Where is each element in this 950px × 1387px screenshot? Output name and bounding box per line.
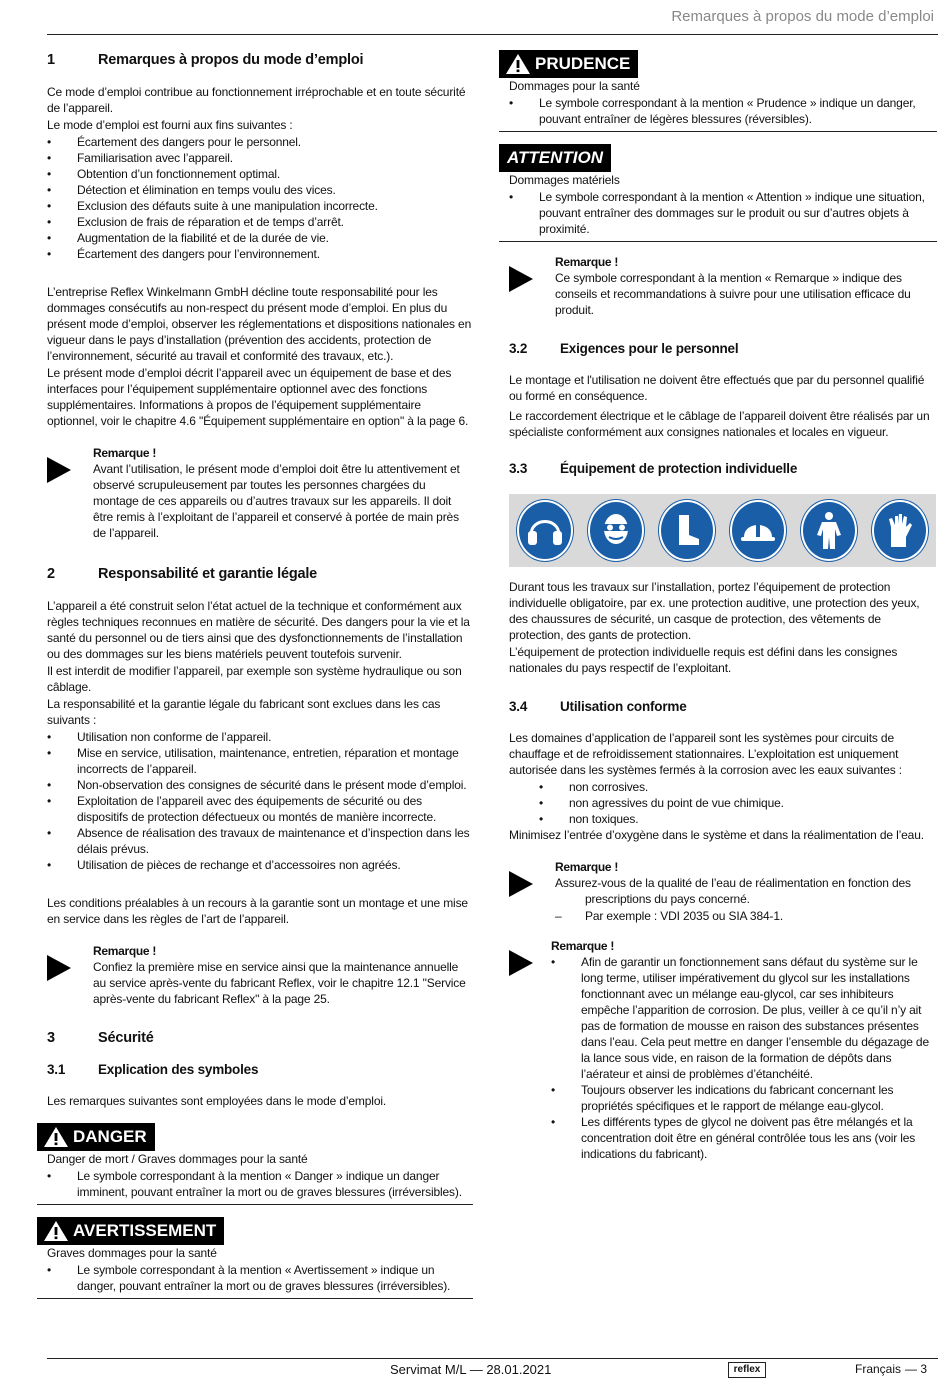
warning-triangle-icon [505, 53, 531, 75]
list-item: • Afin de garantir un fonctionnement sans défaut du système sur le long terme, utiliser impérativement du glycol sur les installations fonctionnant avec un mélange eau-glycol, car ses inhibiteurs empêche l’apparition de corrosion. De plus, veiller à ce qu’il n’y ait pas de formation de mousse en raison des substances présentes dans l’eau. Cela peut mettre en danger l’ensemble du dégazage de la lance sous vide, en raison de la formation de dépôts dans l’aérateur et ainsi de problèmes d’étanchéité. [551, 954, 937, 1082]
section-3-1-heading: 3.1 Explication des symboles [47, 1062, 259, 1077]
sec34-bullet-list [509, 779, 937, 827]
note-arrow-icon [509, 859, 555, 924]
note-block [47, 445, 473, 542]
note-arrow-icon [47, 943, 93, 1008]
list-item: • non agressives du point de vue chimique. [539, 795, 937, 811]
sec1-intro: Ce mode d’emploi contribue au fonctionnement irréprochable et en toute sécurité de l’appareil. [47, 85, 466, 115]
list-item: • Écartement des dangers pour le personnel. [47, 134, 473, 150]
list-item: – Par exemple : VDI 2035 ou SIA 384-1. [555, 908, 937, 924]
note-text: Ce symbole correspondant à la mention « Remarque » indique des conseils et recommandations à suivre pour une utilisation efficace du produit. [555, 271, 911, 317]
list-item: • Non-observation des consignes de sécurité dans le présent mode d’emploi. [47, 777, 473, 793]
footer-language: Français [855, 1362, 902, 1376]
attention-subtitle: Dommages matériels [509, 173, 620, 187]
sec1-bullet-list [47, 134, 473, 262]
list-item: • non toxiques. [539, 811, 937, 827]
sec2-p2: Il est interdit de modifier l’appareil, par exemple son système hydraulique ou son câblage. [47, 664, 462, 694]
sec33-p1: Durant tous les travaux sur l’installation, portez l’équipement de protection individuelle obligatoire, par ex. une protection auditive, une protection des yeux, des chaussures de sécurité, un casque de protection, des vêtements de protection, des gants de protection. [509, 580, 920, 642]
note-arrow-icon [47, 445, 93, 542]
left-column [47, 52, 473, 1299]
list-item: • Absence de réalisation des travaux de maintenance et d’inspection dans les délais prévus. [47, 825, 473, 857]
sec33-p2: L’équipement de protection individuelle requis est défini dans les consignes nationales du pays respectif de l’exploitant. [509, 645, 898, 675]
danger-text: • Le symbole correspondant à la mention « Danger » indique un danger imminent, pouvant entraîner la mort ou de graves blessures (irréversibles). [47, 1168, 473, 1200]
list-item: • Familiarisation avec l’appareil. [47, 150, 473, 166]
prudence-text: • Le symbole correspondant à la mention « Prudence » indique un danger, pouvant entraîner de légères blessures (réversibles). [509, 95, 937, 127]
prudence-block [499, 50, 937, 132]
sec1-description: Le présent mode d’emploi décrit l’appareil avec un équipement de base et des interfaces pour l’équipement supplémentaire optionnel avec des fonctions supplémentaires. Informations à propos de l’équipement supplémentaire optionnel, voir le chapitre 4.6 "Équipement supplémentaire en option" à la page 6. [47, 366, 469, 428]
note-block [509, 859, 937, 924]
list-item: • Les différents types de glycol ne doivent pas être mélangés et la concentration doit être en général contrôlée tous les ans (voir les indications du fabricant). [551, 1114, 937, 1162]
note-block [509, 254, 937, 319]
protective-clothing-icon [801, 500, 857, 561]
note-arrow-icon [509, 938, 551, 1162]
note-block [47, 943, 473, 1008]
danger-subtitle: Danger de mort / Graves dommages pour la santé [47, 1152, 308, 1166]
list-item: • Écartement des dangers pour l’environnement. [47, 246, 473, 262]
list-item: • Exclusion de frais de réparation et de temps d’arrêt. [47, 214, 473, 230]
attention-text: • Le symbole correspondant à la mention « Attention » indique une situation, pouvant entraîner des dommages sur le produit ou sur d’autres objets à proximité. [509, 189, 937, 237]
sec1-liability: L’entreprise Reflex Winkelmann GmbH décline toute responsabilité pour les dommages consécutifs au non-respect du présent mode d’emploi. En plus du présent mode d’emploi, observer les réglementations et dispositions nationales en vigueur dans le pays d’installation (prévention des accidents, protection de l’environnement, sécurité au travail et conformité des travaux, etc.). [47, 285, 472, 363]
section-1-heading: 1 Remarques à propos du mode d’emploi [47, 52, 364, 68]
footer-document: Servimat M/L — 28.01.2021 [390, 1362, 552, 1377]
warning-block [37, 1217, 473, 1299]
attention-block [499, 144, 937, 242]
note-title: Remarque ! [555, 255, 619, 269]
note-text: Assurez-vous de la qualité de l’eau de réalimentation en fonction des prescriptions du pays concerné. [555, 876, 911, 906]
header-rule [47, 34, 938, 35]
warning-triangle-icon [43, 1220, 69, 1242]
sec2-bullet-list [47, 729, 473, 873]
note-title: Remarque ! [93, 446, 157, 460]
sec2-p1: L’appareil a été construit selon l’état actuel de la technique et conformément aux règles techniques reconnues en matière de sécurité. Des dangers pour la vie et la santé du personnel ou de tiers ainsi que des dysfonctionnements de l’installation ou des dommages sur les biens matériels peuvent toutefois survenir. [47, 599, 470, 661]
section-2-heading: 2 Responsabilité et garantie légale [47, 566, 318, 582]
footer-rule [47, 1358, 938, 1359]
section-3-2-heading: 3.2 Exigences pour le personnel [509, 341, 739, 356]
list-item: • Utilisation de pièces de rechange et d’accessoires non agréés. [47, 857, 473, 873]
list-item: • Détection et élimination en temps voulu des vices. [47, 182, 473, 198]
section-3-heading: 3 Sécurité [47, 1030, 154, 1046]
danger-badge: DANGER [37, 1123, 155, 1151]
list-item: • Augmentation de la fiabilité et de la durée de vie. [47, 230, 473, 246]
eye-protection-icon [588, 500, 644, 561]
sec2-p4: Les conditions préalables à un recours à la garantie sont un montage et une mise en service dans les règles de l’art de l’appareil. [47, 896, 468, 926]
right-column [509, 50, 937, 1162]
list-item: • Utilisation non conforme de l’appareil. [47, 729, 473, 745]
running-header: Remarques à propos du mode d’emploi [671, 8, 934, 25]
list-item: • Exclusion des défauts suite à une manipulation incorrecte. [47, 198, 473, 214]
prudence-badge: PRUDENCE [499, 50, 638, 78]
avertissement-subtitle: Graves dommages pour la santé [47, 1246, 217, 1260]
sec34-p2: Minimisez l’entrée d’oxygène dans le système et dans la réalimentation de l’eau. [509, 828, 924, 842]
reflex-logo: reflex [728, 1362, 766, 1378]
note-title: Remarque ! [551, 939, 615, 953]
sec34-p1: Les domaines d’application de l’appareil sont les systèmes pour circuits de chauffage et de refroidissement stationnaires. L’exploitation est uniquement autorisée dans les systèmes fermés à la corrosion avec les eaux suivantes : [509, 731, 902, 777]
list-item: • Exploitation de l’appareil avec des équipements de sécurité ou des dispositifs de protection défectueux ou montés de manière incorrecte. [47, 793, 473, 825]
note-title: Remarque ! [93, 944, 157, 958]
safety-boots-icon [659, 500, 715, 561]
avertissement-badge: AVERTISSEMENT [37, 1217, 224, 1245]
list-item: • non corrosives. [539, 779, 937, 795]
prudence-subtitle: Dommages pour la santé [509, 79, 640, 93]
sec31-text: Les remarques suivantes sont employées dans le mode d’emploi. [47, 1094, 387, 1108]
helmet-icon [730, 500, 786, 561]
note-text: Confiez la première mise en service ainsi que la maintenance annuelle au service après-vente du fabricant Reflex, voir le chapitre 12.1 "Service après-vente du fabricant Reflex" à la page 25. [93, 960, 466, 1006]
gloves-icon [872, 500, 928, 561]
section-3-3-heading: 3.3 Équipement de protection individuelle [509, 461, 798, 476]
sec32-p1: Le montage et l'utilisation ne doivent être effectués que par du personnel qualifié ou formé en conséquence. [509, 373, 925, 403]
attention-badge: ATTENTION [499, 144, 611, 172]
note-text: Avant l’utilisation, le présent mode d’emploi doit être lu attentivement et observé scrupuleusement par toutes les personnes chargées du montage de ces appareils ou d’autres travaux sur les appareils. Il doit être remis à l’exploitant de l’appareil et conservé à portée de main près de l’appareil. [93, 462, 460, 540]
ppe-pictogram-strip [509, 494, 936, 567]
list-item: • Toujours observer les indications du fabricant concernant les propriétés spécifiques et le rapport de mélange eau-glycol. [551, 1082, 937, 1114]
sec1-purpose: Le mode d’emploi est fourni aux fins suivantes : [47, 118, 293, 132]
warning-triangle-icon [43, 1126, 69, 1148]
list-item: • Mise en service, utilisation, maintenance, entretien, réparation et montage incorrects de l’appareil. [47, 745, 473, 777]
sec32-p2: Le raccordement électrique et le câblage de l’appareil doivent être réalisés par un spécialiste conformément aux consignes nationales et locales en vigueur. [509, 409, 930, 439]
danger-block [37, 1123, 473, 1205]
note-arrow-icon [509, 254, 555, 319]
note-block [509, 938, 937, 1162]
section-3-4-heading: 3.4 Utilisation conforme [509, 699, 687, 714]
note-title: Remarque ! [555, 860, 619, 874]
sec2-p3: La responsabilité et la garantie légale du fabricant sont exclues dans les cas suivants : [47, 697, 441, 727]
ear-protection-icon [517, 500, 573, 561]
list-item: • Obtention d’un fonctionnement optimal. [47, 166, 473, 182]
avertissement-text: • Le symbole correspondant à la mention « Avertissement » indique un danger, pouvant entraîner la mort ou de graves blessures (irréversibles). [47, 1262, 473, 1294]
page-number: — 3 [905, 1362, 928, 1376]
